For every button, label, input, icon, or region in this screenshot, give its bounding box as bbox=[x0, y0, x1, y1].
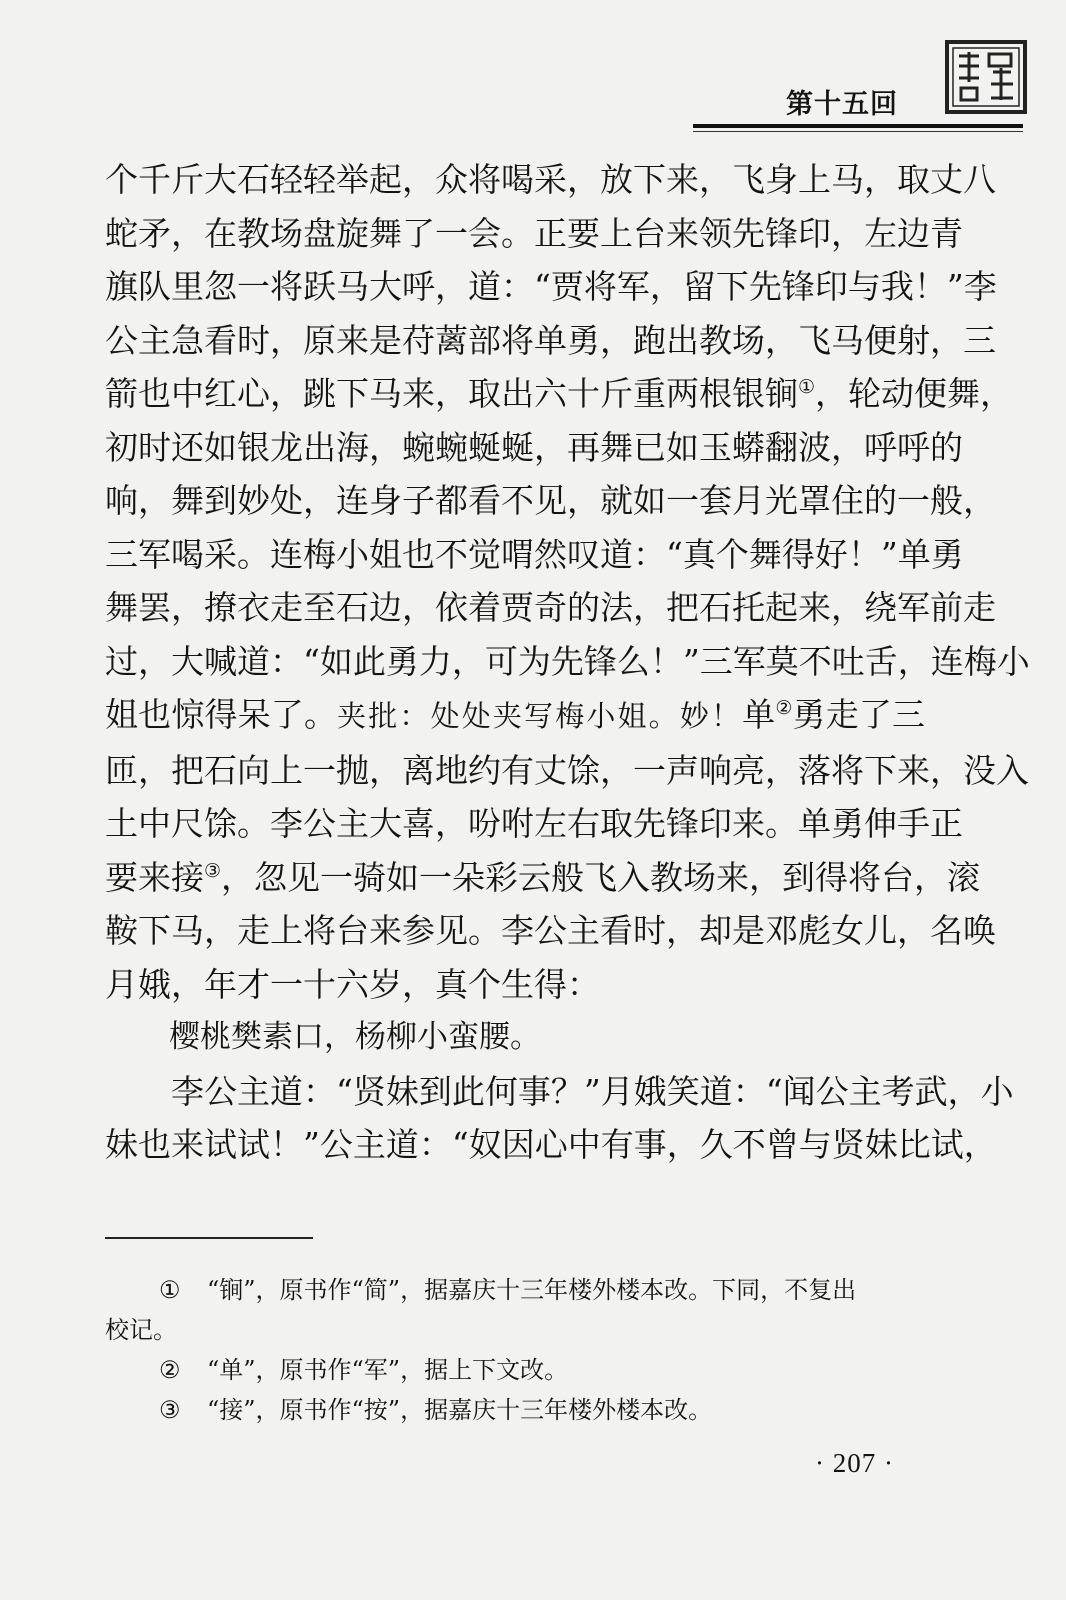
text-line: 舞罢，撩衣走至石边，依着贾奇的法，把石托起来，绕军前走 bbox=[105, 588, 996, 627]
text-line: 旗队里忽一将跃马大呼，道：“贾将军，留下先锋印与我！”李 bbox=[105, 267, 997, 306]
footnote: ③ “接”，原书作“按”，据嘉庆十三年楼外楼本改。 bbox=[105, 1390, 925, 1430]
footnote-mark: ① bbox=[159, 1276, 181, 1304]
text-line: 土中尺馀。李公主大喜，吩咐左右取先锋印来。单勇伸手正 bbox=[105, 804, 963, 843]
text-line: 要来接③，忽见一骑如一朵彩云般飞入教场来，到得将台，滚 bbox=[105, 857, 981, 897]
body-text bbox=[105, 153, 1030, 1172]
footnotes bbox=[105, 1270, 925, 1430]
text-line: 公主急看时，原来是苻蓠部将单勇，跑出教场，飞马便射，三 bbox=[105, 320, 996, 360]
page-number: · 207 · bbox=[815, 1448, 894, 1478]
text-line: 三军喝采。连梅小姐也不觉喟然叹道：“真个舞得好！”单勇 bbox=[105, 534, 964, 574]
footnote-rule bbox=[105, 1237, 313, 1239]
footnote-marker[interactable]: ① bbox=[798, 376, 816, 398]
interlinear-commentary: 夹批：处处夹写梅小姐。妙！ bbox=[337, 699, 743, 733]
verse-line: 樱桃樊素口，杨柳小蛮腰。 bbox=[169, 1019, 541, 1055]
seal-logo-icon bbox=[945, 40, 1027, 114]
footnote-marker[interactable]: ③ bbox=[204, 859, 222, 882]
header-rule-thin bbox=[693, 131, 1023, 132]
chapter-title: 第十五回 bbox=[786, 89, 898, 120]
text-line: 响，舞到妙处，连身子都看不见，就如一套月光罩住的一般， bbox=[105, 481, 996, 520]
text-line: 初时还如银龙出海，蜿蜿蜒蜒，再舞已如玉蟒翻波，呼呼的 bbox=[105, 427, 963, 467]
footnote: ② “单”，原书作“军”，据上下文改。 bbox=[105, 1350, 925, 1390]
footnote-mark: ② bbox=[159, 1356, 181, 1384]
header-rule bbox=[693, 124, 1023, 128]
text-line: 箭也中红心，跳下马来，取出六十斤重两根银锏①，轮动便舞， bbox=[105, 374, 1014, 413]
footnote-mark: ③ bbox=[159, 1396, 181, 1424]
text-line: 鞍下马，走上将台来参见。李公主看时，却是邓彪女儿，名唤 bbox=[105, 911, 996, 950]
footnote-marker[interactable]: ② bbox=[775, 697, 793, 719]
text-line: 蛇矛，在教场盘旋舞了一会。正要上台来领先锋印，左边青 bbox=[105, 213, 963, 253]
text-line: 妹也来试试！”公主道：“奴因心中有事，久不曾与贤妹比试， bbox=[105, 1125, 997, 1164]
text-line: 月娥，年才一十六岁，真个生得： bbox=[105, 964, 600, 1004]
text-line: 过，大喊道：“如此勇力，可为先锋么！”三军莫不吐舌，连梅小 bbox=[105, 641, 1030, 681]
footnote: ① “锏”，原书作“简”，据嘉庆十三年楼外楼本改。下同，不复出 bbox=[105, 1270, 925, 1310]
text-line: 李公主道：“贤妹到此何事？”月娥笑道：“闻公主考武，小 bbox=[171, 1071, 1014, 1111]
text-line: 匝，把石向上一抛，离地约有丈馀，一声响亮，落将下来，没入 bbox=[105, 750, 1029, 790]
footnote-continuation: 校记。 bbox=[105, 1316, 177, 1344]
text-line: 姐也惊得呆了。夹批：处处夹写梅小姐。妙！单②勇走了三 bbox=[105, 695, 926, 734]
text-line: 个千斤大石轻轻举起，众将喝采，放下来，飞身上马，取丈八 bbox=[105, 160, 996, 199]
